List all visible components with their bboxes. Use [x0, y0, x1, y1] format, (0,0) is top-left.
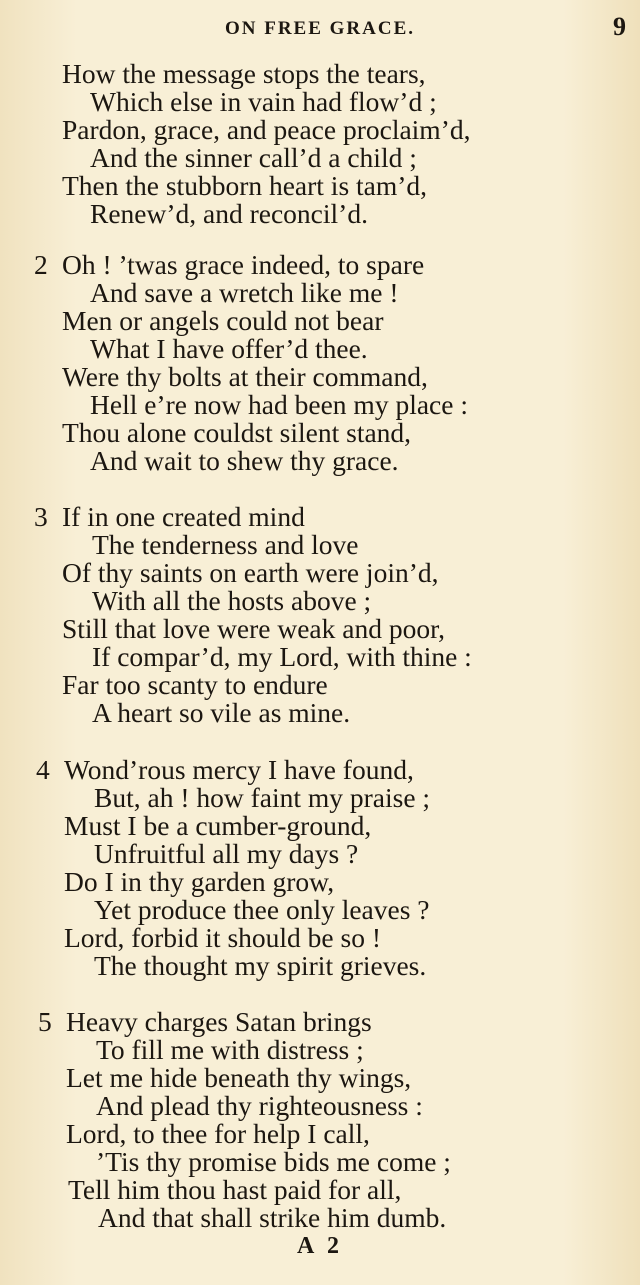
stanza-line: And that shall strike him dumb. — [98, 1202, 447, 1233]
stanza-line: And the sinner call’d a child ; — [90, 142, 417, 173]
stanza-line: Men or angels could not bear — [62, 305, 384, 336]
stanza-line: Unfruitful all my days ? — [94, 838, 359, 869]
stanza-line: Renew’d, and reconcil’d. — [90, 198, 368, 229]
stanza-line: Do I in thy garden grow, — [64, 866, 335, 897]
stanza-line: Heavy charges Satan brings — [66, 1006, 372, 1037]
stanza-number: 5 — [38, 1006, 52, 1037]
signature-mark: A 2 — [296, 1233, 343, 1259]
stanza-line: Far too scanty to endure — [62, 669, 328, 700]
stanza-line: If compar’d, my Lord, with thine : — [92, 641, 472, 672]
stanza-line: To fill me with distress ; — [96, 1034, 364, 1065]
page-number: 9 — [613, 12, 626, 41]
stanza-number: 2 — [34, 249, 48, 280]
stanza-line: The thought my spirit grieves. — [94, 950, 427, 981]
stanza-line: ’Tis thy promise bids me come ; — [96, 1146, 451, 1177]
stanza-line: Lord, to thee for help I call, — [66, 1118, 370, 1149]
stanza-number: 3 — [34, 501, 48, 532]
stanza-line: Must I be a cumber-ground, — [64, 810, 372, 841]
stanza-line: Hell e’re now had been my place : — [90, 389, 468, 420]
stanza-line: Wond’rous mercy I have found, — [64, 754, 414, 785]
stanza-line: Of thy saints on earth were join’d, — [62, 557, 439, 588]
stanza-line: Yet produce thee only leaves ? — [94, 894, 430, 925]
stanza-line: With all the hosts above ; — [92, 585, 372, 616]
stanza-line: How the message stops the tears, — [62, 58, 426, 89]
stanza-line: And plead thy righteousness : — [96, 1090, 423, 1121]
stanza-line: What I have offer’d thee. — [90, 333, 368, 364]
stanza-number: 4 — [36, 754, 50, 785]
stanza-line: Lord, forbid it should be so ! — [64, 922, 381, 953]
stanza-line: And wait to shew thy grace. — [90, 445, 399, 476]
stanza-line: Then the stubborn heart is tam’d, — [62, 170, 428, 201]
stanza-line: Which else in vain had flow’d ; — [90, 86, 437, 117]
stanza-line: But, ah ! how faint my praise ; — [94, 782, 431, 813]
stanza-line: Oh ! ’twas grace indeed, to spare — [62, 249, 425, 280]
stanza-line: Thou alone couldst silent stand, — [62, 417, 412, 448]
stanza-line: Tell him thou hast paid for all, — [68, 1174, 402, 1205]
running-title: ON FREE GRACE. — [224, 18, 416, 39]
stanza-line: Let me hide beneath thy wings, — [66, 1062, 412, 1093]
stanza-line: Were thy bolts at their command, — [62, 361, 428, 392]
stanza-line: Pardon, grace, and peace proclaim’d, — [62, 114, 471, 145]
stanza-line: Still that love were weak and poor, — [62, 613, 446, 644]
stanza-line: And save a wretch like me ! — [90, 277, 399, 308]
stanza-line: If in one created mind — [62, 501, 305, 532]
stanza-line: The tenderness and love — [92, 529, 359, 560]
stanza-line: A heart so vile as mine. — [92, 697, 351, 728]
